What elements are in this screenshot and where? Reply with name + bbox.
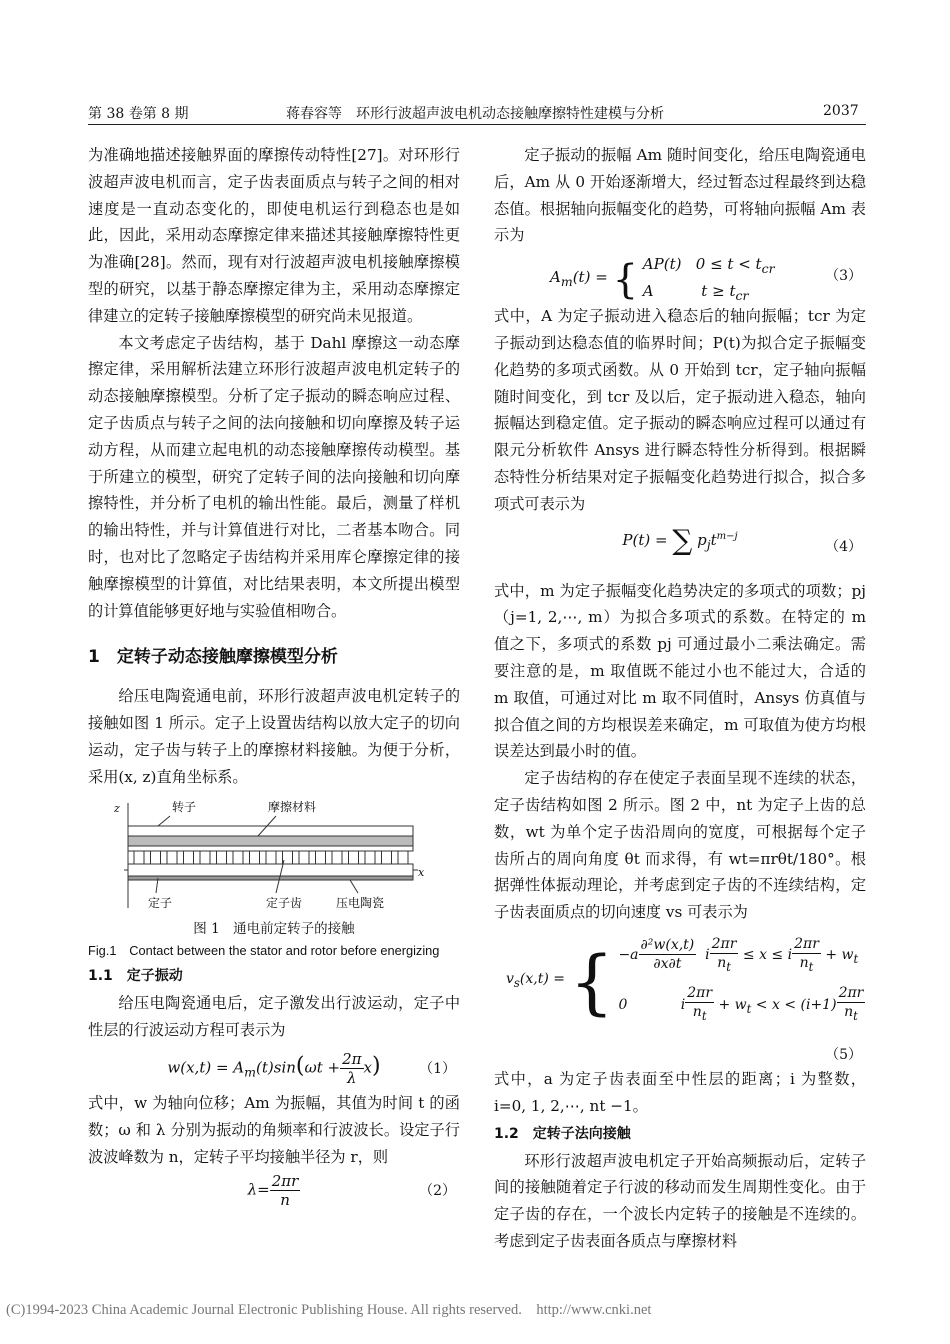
left-column bbox=[88, 142, 460, 1214]
paragraph: 式中，w 为轴向位移；Am 为振幅，其值为时间 t 的函数；ω 和 λ 分别为振动的角频率和行波波长。设定子行波波峰数为 n，定转子平均接触半径为 r，则 bbox=[88, 1093, 460, 1166]
equation-number: （1） bbox=[419, 1060, 456, 1077]
stator-tooth bbox=[299, 851, 309, 864]
stator-tooth bbox=[233, 851, 243, 864]
equation-1-body: $w(x,t) = A_m(t)\sin(\omega t$ + $\frac{2\pi}{\lambda}$ x) bbox=[167, 1049, 381, 1087]
paragraph: 给压电陶瓷通电后，定子激发出行波运动，定子中性层的行波运动方程可表示为 bbox=[88, 994, 460, 1040]
paragraph: 式中，a 为定子齿表面至中性层的距离；i 为整数，i=0, 1, 2,⋯, nt −1。 bbox=[494, 1069, 866, 1115]
label-stator: 定子 bbox=[148, 896, 173, 911]
subsection-title: 1.2 定转子法向接触 bbox=[494, 1125, 631, 1142]
equation-4-body: P(t) = ∑ $p_jt^{m-j}$ bbox=[622, 523, 738, 557]
subsection-title: 1.1 定子振动 bbox=[88, 968, 183, 985]
equation-number: （5） bbox=[825, 1046, 862, 1063]
figure-1 bbox=[88, 798, 460, 918]
axis-x-label: x bbox=[418, 866, 425, 880]
equation-2 bbox=[88, 1170, 460, 1214]
stator-tooth bbox=[184, 851, 194, 864]
stator-tooth bbox=[332, 851, 342, 864]
stator-tooth bbox=[365, 851, 375, 864]
stator-tooth bbox=[382, 851, 392, 864]
stator-tooth bbox=[151, 851, 161, 864]
stator-tooth bbox=[200, 851, 210, 864]
stator-tooth bbox=[217, 851, 227, 864]
equation-5 bbox=[494, 926, 866, 1044]
header-journal-issue: 第 38 卷第 8 期 bbox=[88, 106, 189, 122]
header-article-title: 蒋春容等 环形行波超声波电机动态接触摩擦特性建模与分析 bbox=[286, 106, 664, 122]
label-friction: 摩擦材料 bbox=[268, 800, 317, 815]
stator-tooth bbox=[167, 851, 177, 864]
figure-caption-cn: 图 1 通电前定转子的接触 bbox=[193, 921, 355, 938]
stator-tooth bbox=[398, 851, 408, 864]
piezo-layer bbox=[128, 876, 413, 880]
equation-3 bbox=[494, 249, 866, 303]
label-piezo: 压电陶瓷 bbox=[336, 896, 385, 911]
stator-tooth bbox=[349, 851, 359, 864]
equation-number: （3） bbox=[825, 268, 862, 285]
stator-tooth bbox=[134, 851, 144, 864]
paragraph: 环形行波超声波电机定子开始高频振动后，定转子间的接触随着定子行波的移动而发生周期性变化。由于定子齿的存在，一个波长内定转子的接触是不连续的。考虑到定子齿表面各质点与摩擦材料 bbox=[494, 1151, 866, 1250]
right-column bbox=[494, 142, 866, 1255]
stator-tooth bbox=[266, 851, 276, 864]
figure-caption-en: Fig.1 Contact between the stator and rotor before energizing bbox=[88, 943, 440, 959]
paragraph: 式中，m 为定子振幅变化趋势决定的多项式的项数；pj（j=1, 2,⋯, m）为拟合多项式的系数。在特定的 m 值之下，多项式的系数 pj 可通过最小二乘法确定。需要注意的是，m 取值既不能过小也不能过大，合适的 m 取值，可通过对比 m 取不同值时，Ansys 仿真值与拟合值之间的方均根误差来确定，m 可取值为使方均根误差达到最小时的值。 bbox=[494, 581, 866, 761]
paragraph: 定子齿结构的存在使定子表面呈现不连续的状态，定子齿结构如图 2 所示。图 2 中，nt 为定子上齿的总数，wt 为单个定子齿沿周向的宽度，可根据每个定子齿所占的周向角度 θt 而求得，有 wt=πrθt/180°。根据弹性体振动理论，并考虑到定子齿的不连续结构，定子齿表面质点的切向速度 vs 可表示为 bbox=[494, 769, 866, 922]
copyright-footer: (C)1994-2023 China Academic Journal Electronic Publishing House. All rights reserved. http://www.cnki.net bbox=[6, 1302, 652, 1318]
equation-4 bbox=[494, 518, 866, 578]
rotor-block bbox=[128, 826, 413, 836]
equation-3-body: $A_m(t)$ = { AP(t) $0 \le t < t_{cr}$ A $t \ge t_{cr}$ bbox=[550, 255, 775, 304]
stator-tooth bbox=[250, 851, 260, 864]
stator-teeth-top bbox=[128, 846, 413, 851]
axis-z-label: z bbox=[114, 802, 120, 816]
equation-2-body: λ= $\frac{2\pi r}{n}$ bbox=[247, 1172, 299, 1210]
paragraph: 给压电陶瓷通电前，环形行波超声波电机定转子的接触如图 1 所示。定子上设置齿结构以放大定子的切向运动，定子齿与转子上的摩擦材料接触。为便于分析，采用(x, z)直角坐标系。 bbox=[88, 687, 460, 786]
label-rotor: 转子 bbox=[172, 800, 197, 815]
paragraph: 定子振动的振幅 Am 随时间变化，给压电陶瓷通电后，Am 从 0 开始逐渐增大，经过暂态过程最终到达稳态值。根据轴向振幅变化的趋势，可将轴向振幅 Am 表示为 bbox=[494, 146, 866, 245]
paragraph: 本文考虑定子齿结构，基于 Dahl 摩擦这一动态摩擦定律，采用解析法建立环形行波超声波电机定转子的动态接触摩擦模型。分析了定子振动的瞬态响应过程、定子齿质点与转子之间的法向接触和切向摩擦及转子运动方程，从而建立起电机的动态接触摩擦传动模型。基于所建立的模型，研究了定转子间的法向接触和切向摩擦特性，并分析了电机的输出性能。最后，测量了样机的输出特性，并与计算值进行对比，二者基本吻合。同时，也对比了忽略定子齿结构并采用库仑摩擦定律的接触摩擦模型的计算值，对比结果表明，本文所提出模型的计算值能够更好地与实验值相吻合。 bbox=[88, 333, 460, 620]
header-rule bbox=[88, 124, 866, 125]
stator-teeth bbox=[134, 851, 408, 864]
paragraph: 为准确地描述接触界面的摩擦传动特性[27]。对环形行波超声波电机而言，定子齿表面质点与转子之间的相对速度是一直动态变化的，即使电机运行到稳态也是如此，因此，采用动态摩擦定律来描述其接触摩擦特性更为准确[28]。然而，现有对行波超声波电机接触摩擦模型的研究，以基于静态摩擦定律为主，采用动态摩擦定律建立的定转子接触摩擦模型的研究尚未见报道。 bbox=[88, 146, 460, 325]
stator-tooth bbox=[316, 851, 326, 864]
stator-body bbox=[128, 864, 413, 876]
label-teeth: 定子齿 bbox=[266, 896, 303, 911]
equation-number: （2） bbox=[419, 1183, 456, 1200]
equation-1 bbox=[88, 1044, 460, 1090]
leader-line bbox=[158, 816, 170, 826]
header-page-number: 2037 bbox=[823, 103, 859, 119]
paragraph: 式中，A 为定子振动进入稳态后的轴向振幅；tcr 为定子振动到达稳态值的临界时间；P(t)为拟合定子振幅变化趋势的多项式函数。从 0 开始到 tcr，定子轴向振幅随时间变化，到 tcr 及以后，定子振动进入稳态，轴向振幅达到稳定值。定子振动的瞬态响应过程可以通过有限元分析软件 Ansys 进行瞬态特性分析得到。根据瞬态特性分析结果对定子振幅变化趋势进行拟合，拟合多项式可表示为 bbox=[494, 307, 866, 513]
friction-material bbox=[128, 836, 413, 846]
section-title: 1 定转子动态接触摩擦模型分析 bbox=[88, 647, 338, 668]
equation-5-body: $v_s(x,t)$ = { −a $\frac{\text{∂²w(x,t)}}{\partial x\partial t}$ i $\frac{2\pi r}{n_t}$ ≤ x ≤ i $\frac{2\pi r}{n_t}$ + $w_t$ 0 i $\frac{2\pi r}{n_t}$ + $w_t < x < (i+1)$ $\frac{2\pi r}{n_t}$ bbox=[506, 935, 864, 1024]
equation-number: （4） bbox=[825, 538, 862, 555]
